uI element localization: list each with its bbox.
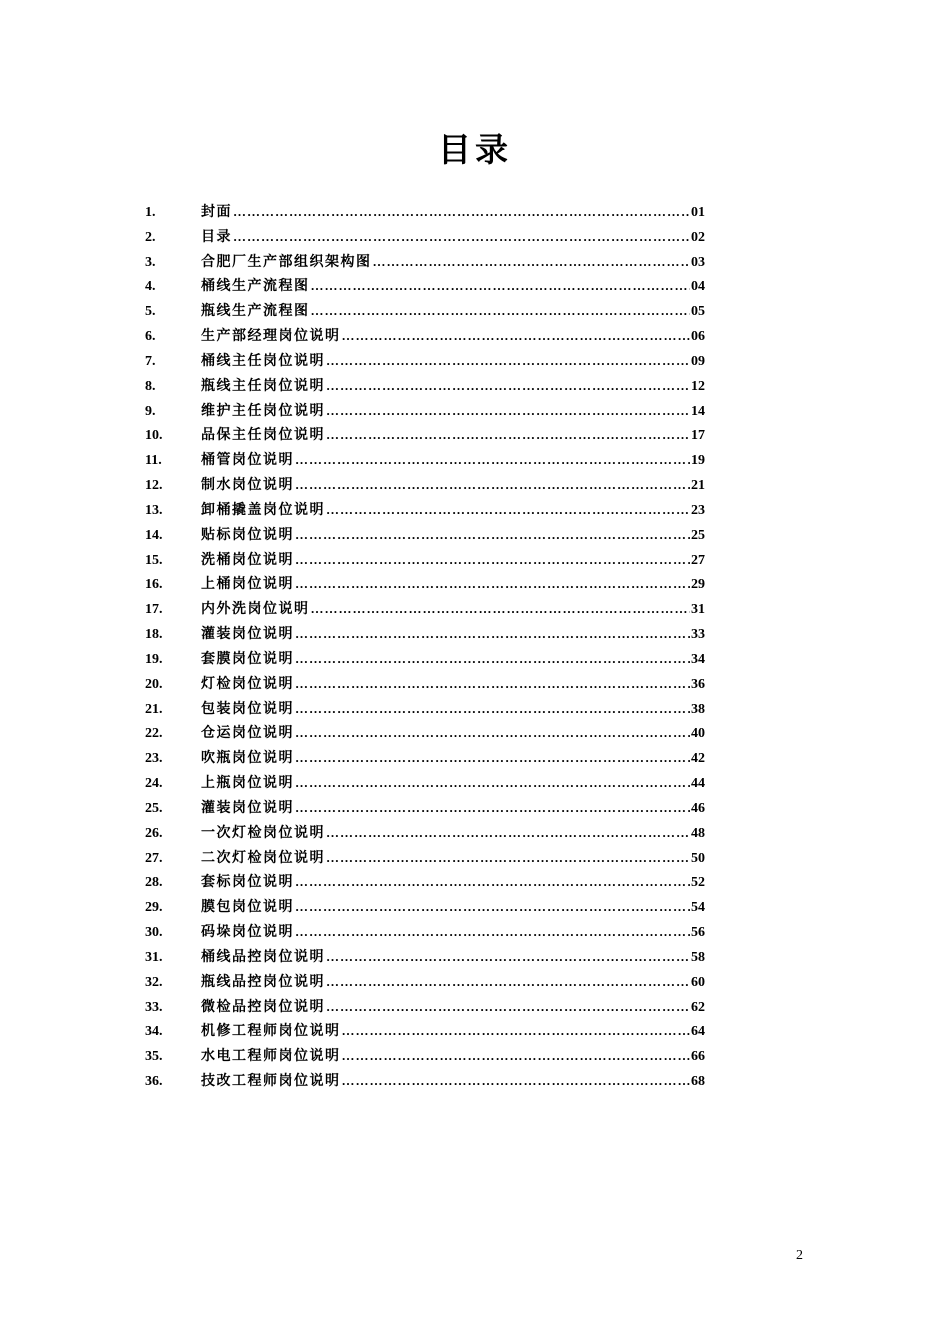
toc-entry-title: 水电工程师岗位说明 <box>201 1048 341 1065</box>
toc-dot-leader <box>373 250 691 275</box>
toc-entry-title: 内外洗岗位说明 <box>201 601 310 618</box>
toc-entry-page: 58 <box>691 949 705 965</box>
toc-entry-title: 灯检岗位说明 <box>201 675 294 692</box>
toc-entry-number: 23. <box>145 751 163 767</box>
toc-entry-number: 6. <box>145 329 156 345</box>
toc-dot-leader <box>295 796 690 821</box>
toc-dot-leader <box>295 523 690 548</box>
toc-dot-leader <box>295 672 690 697</box>
toc-entry-number: 22. <box>145 726 163 742</box>
toc-entry-number: 7. <box>145 353 156 369</box>
toc-entry[interactable] <box>145 523 705 548</box>
toc-entry-title: 膜包岗位说明 <box>201 899 294 916</box>
toc-entry-page: 46 <box>691 800 705 816</box>
toc-entry[interactable] <box>145 548 705 573</box>
toc-entry-title: 生产部经理岗位说明 <box>201 328 341 345</box>
toc-entry[interactable] <box>145 423 705 448</box>
toc-entry-page: 42 <box>691 751 705 767</box>
toc-entry-number: 10. <box>145 428 163 444</box>
toc-entry[interactable] <box>145 473 705 498</box>
toc-entry-title: 维护主任岗位说明 <box>201 402 325 419</box>
toc-entry-title: 灌装岗位说明 <box>201 799 294 816</box>
toc-entry[interactable] <box>145 970 705 995</box>
toc-dot-leader <box>326 970 690 995</box>
toc-entry-number: 17. <box>145 602 163 618</box>
toc-dot-leader <box>295 721 690 746</box>
toc-entry-number: 25. <box>145 800 163 816</box>
toc-entry-page: 21 <box>691 478 705 494</box>
toc-entry-page: 66 <box>691 1049 705 1065</box>
toc-entry-title: 瓶线品控岗位说明 <box>201 973 325 990</box>
toc-entry-page: 06 <box>691 329 705 345</box>
toc-entry-page: 05 <box>691 304 705 320</box>
toc-entry-page: 54 <box>691 900 705 916</box>
toc-entry-page: 36 <box>691 676 705 692</box>
toc-entry[interactable] <box>145 1069 705 1094</box>
toc-entry-page: 01 <box>691 205 705 220</box>
toc-dot-leader <box>326 945 690 970</box>
toc-entry[interactable] <box>145 746 705 771</box>
toc-entry-page: 19 <box>691 453 705 469</box>
toc-entry[interactable] <box>145 299 705 324</box>
toc-entry-title: 上桶岗位说明 <box>201 576 294 593</box>
toc-entry[interactable] <box>145 945 705 970</box>
toc-dot-leader <box>326 349 690 374</box>
toc-entry[interactable] <box>145 721 705 746</box>
toc-entry-number: 21. <box>145 701 163 717</box>
toc-entry[interactable] <box>145 846 705 871</box>
toc-entry-number: 26. <box>145 825 163 841</box>
toc-entry-page: 23 <box>691 502 705 518</box>
toc-entry-number: 5. <box>145 304 156 320</box>
toc-entry-title: 套标岗位说明 <box>201 874 294 891</box>
toc-entry-page: 12 <box>691 378 705 394</box>
toc-entry[interactable] <box>145 200 705 225</box>
toc-entry[interactable] <box>145 597 705 622</box>
toc-entry[interactable] <box>145 1044 705 1069</box>
toc-entry[interactable] <box>145 697 705 722</box>
toc-entry-number: 29. <box>145 900 163 916</box>
toc-entry[interactable] <box>145 374 705 399</box>
toc-entry-number: 35. <box>145 1049 163 1065</box>
toc-entry-page: 09 <box>691 353 705 369</box>
toc-entry-page: 31 <box>691 602 705 618</box>
toc-dot-leader <box>295 647 690 672</box>
toc-dot-leader <box>342 1044 691 1069</box>
toc-dot-leader <box>233 200 690 225</box>
toc-entry-page: 29 <box>691 577 705 593</box>
toc-entry-page: 62 <box>691 999 705 1015</box>
toc-entry-title: 吹瓶岗位说明 <box>201 750 294 767</box>
toc-entry-number: 33. <box>145 999 163 1015</box>
toc-entry-page: 27 <box>691 552 705 568</box>
toc-entry-number: 24. <box>145 776 163 792</box>
toc-entry[interactable] <box>145 225 705 250</box>
toc-entry-title: 制水岗位说明 <box>201 477 294 494</box>
toc-entry-title: 品保主任岗位说明 <box>201 427 325 444</box>
toc-entry-page: 40 <box>691 726 705 742</box>
toc-entry-page: 03 <box>691 254 705 270</box>
toc-entry-number: 9. <box>145 403 156 419</box>
toc-dot-leader <box>311 299 691 324</box>
toc-entry-title: 洗桶岗位说明 <box>201 551 294 568</box>
table-of-contents <box>145 200 705 1094</box>
toc-entry-number: 31. <box>145 949 163 965</box>
toc-dot-leader <box>326 423 690 448</box>
toc-entry[interactable] <box>145 796 705 821</box>
toc-entry[interactable] <box>145 1019 705 1044</box>
toc-entry-title: 上瓶岗位说明 <box>201 775 294 792</box>
toc-dot-leader <box>233 225 690 250</box>
toc-entry-page: 68 <box>691 1073 705 1089</box>
toc-entry-number: 11. <box>145 453 162 469</box>
toc-entry-page: 48 <box>691 825 705 841</box>
toc-entry-number: 4. <box>145 279 156 295</box>
toc-entry-page: 44 <box>691 776 705 792</box>
toc-entry[interactable] <box>145 995 705 1020</box>
toc-entry[interactable] <box>145 920 705 945</box>
toc-entry-number: 30. <box>145 925 163 941</box>
toc-entry-number: 1. <box>145 205 156 220</box>
toc-entry-page: 50 <box>691 850 705 866</box>
toc-entry-number: 28. <box>145 875 163 891</box>
toc-entry[interactable] <box>145 274 705 299</box>
toc-dot-leader <box>295 448 690 473</box>
toc-dot-leader <box>295 870 690 895</box>
toc-dot-leader <box>295 895 690 920</box>
toc-entry-title: 瓶线生产流程图 <box>201 303 310 320</box>
toc-entry[interactable] <box>145 672 705 697</box>
toc-entry-title: 微检品控岗位说明 <box>201 998 325 1015</box>
toc-entry-title: 套膜岗位说明 <box>201 650 294 667</box>
toc-entry[interactable] <box>145 399 705 424</box>
page-number: 2 <box>796 1248 803 1263</box>
toc-entry-number: 15. <box>145 552 163 568</box>
toc-entry-number: 27. <box>145 850 163 866</box>
toc-entry[interactable] <box>145 647 705 672</box>
toc-entry-page: 25 <box>691 527 705 543</box>
toc-entry-title: 目录 <box>201 228 232 245</box>
toc-entry-number: 36. <box>145 1073 163 1089</box>
toc-entry[interactable] <box>145 771 705 796</box>
toc-entry-title: 灌装岗位说明 <box>201 626 294 643</box>
toc-entry-page: 60 <box>691 974 705 990</box>
toc-entry-page: 64 <box>691 1024 705 1040</box>
toc-entry-page: 33 <box>691 627 705 643</box>
toc-dot-leader <box>295 697 690 722</box>
toc-dot-leader <box>342 324 691 349</box>
toc-entry[interactable] <box>145 448 705 473</box>
toc-entry[interactable] <box>145 498 705 523</box>
toc-entry[interactable] <box>145 870 705 895</box>
toc-entry-number: 18. <box>145 627 163 643</box>
toc-entry-title: 机修工程师岗位说明 <box>201 1023 341 1040</box>
toc-entry-title: 二次灯检岗位说明 <box>201 849 325 866</box>
toc-dot-leader <box>326 374 690 399</box>
toc-dot-leader <box>342 1019 691 1044</box>
toc-entry-page: 04 <box>691 279 705 295</box>
toc-dot-leader <box>342 1069 691 1094</box>
toc-entry-page: 17 <box>691 428 705 444</box>
toc-entry[interactable] <box>145 821 705 846</box>
toc-entry-title: 瓶线主任岗位说明 <box>201 377 325 394</box>
toc-entry-number: 14. <box>145 527 163 543</box>
toc-dot-leader <box>311 597 691 622</box>
toc-entry-page: 56 <box>691 925 705 941</box>
toc-dot-leader <box>295 622 690 647</box>
toc-entry-title: 仓运岗位说明 <box>201 725 294 742</box>
toc-entry-title: 贴标岗位说明 <box>201 526 294 543</box>
toc-entry-page: 34 <box>691 651 705 667</box>
toc-entry-number: 32. <box>145 974 163 990</box>
toc-entry-number: 13. <box>145 502 163 518</box>
toc-dot-leader <box>326 399 690 424</box>
toc-entry-title: 卸桶撬盖岗位说明 <box>201 501 325 518</box>
toc-entry-title: 封面 <box>201 204 232 220</box>
toc-entry-number: 16. <box>145 577 163 593</box>
toc-entry-number: 19. <box>145 651 163 667</box>
toc-entry-title: 码垛岗位说明 <box>201 924 294 941</box>
toc-entry-title: 桶管岗位说明 <box>201 452 294 469</box>
toc-entry-page: 52 <box>691 875 705 891</box>
toc-dot-leader <box>311 274 691 299</box>
toc-dot-leader <box>295 771 690 796</box>
toc-entry-title: 技改工程师岗位说明 <box>201 1072 341 1089</box>
toc-entry[interactable] <box>145 572 705 597</box>
toc-dot-leader <box>326 995 690 1020</box>
toc-entry[interactable] <box>145 324 705 349</box>
toc-entry-title: 桶线生产流程图 <box>201 278 310 295</box>
toc-entry-number: 34. <box>145 1024 163 1040</box>
toc-dot-leader <box>295 548 690 573</box>
toc-entry-page: 38 <box>691 701 705 717</box>
toc-entry[interactable] <box>145 622 705 647</box>
toc-entry-title: 包装岗位说明 <box>201 700 294 717</box>
toc-dot-leader <box>295 746 690 771</box>
toc-dot-leader <box>326 821 690 846</box>
toc-entry-title: 合肥厂生产部组织架构图 <box>201 253 372 270</box>
toc-entry-number: 20. <box>145 676 163 692</box>
toc-entry-title: 一次灯检岗位说明 <box>201 824 325 841</box>
toc-entry-number: 3. <box>145 254 156 270</box>
toc-entry-number: 2. <box>145 229 156 245</box>
toc-dot-leader <box>295 920 690 945</box>
toc-entry-number: 12. <box>145 478 163 494</box>
page-title: 目录 <box>438 130 512 169</box>
toc-entry[interactable] <box>145 250 705 275</box>
toc-dot-leader <box>295 572 690 597</box>
toc-entry-page: 14 <box>691 403 705 419</box>
toc-dot-leader <box>326 846 690 871</box>
toc-dot-leader <box>326 498 690 523</box>
toc-entry-number: 8. <box>145 378 156 394</box>
toc-entry-title: 桶线品控岗位说明 <box>201 948 325 965</box>
toc-entry[interactable] <box>145 895 705 920</box>
toc-entry-page: 02 <box>691 229 705 245</box>
toc-entry-title: 桶线主任岗位说明 <box>201 352 325 369</box>
toc-dot-leader <box>295 473 690 498</box>
toc-entry[interactable] <box>145 349 705 374</box>
